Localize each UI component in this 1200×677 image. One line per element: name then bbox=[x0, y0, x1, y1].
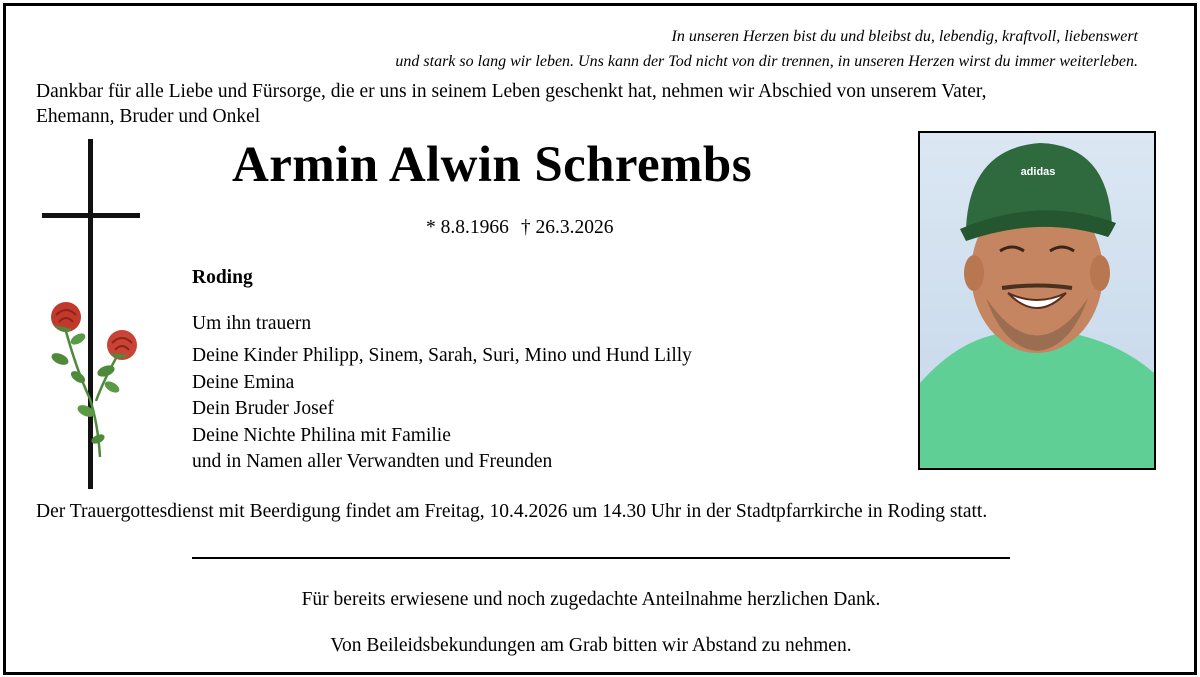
intro-line-1: Dankbar für alle Liebe und Fürsorge, die er uns in seinem Leben geschenkt hat, nehmen wir Abschied von unserem Vater, bbox=[36, 81, 987, 102]
mourner-line: Deine Nichte Philina mit Familie bbox=[192, 424, 451, 446]
obituary-card bbox=[3, 3, 1197, 675]
cross-vertical-beam bbox=[88, 139, 93, 489]
service-info: Der Trauergottesdienst mit Beerdigung findet am Freitag, 10.4.2026 um 14.30 Uhr in der Stadtpfarrkirche in Roding statt. bbox=[36, 501, 988, 522]
poem-line-1: In unseren Herzen bist du und bleibst du, lebendig, kraftvoll, liebenswert bbox=[671, 28, 1138, 45]
portrait-photo bbox=[918, 131, 1156, 470]
rose-right-icon bbox=[107, 330, 137, 360]
death-date: † 26.3.2026 bbox=[520, 217, 614, 238]
intro-line-2: Ehemann, Bruder und Onkel bbox=[36, 106, 261, 127]
thanks-text: Für bereits erwiesene und noch zugedachte Anteilnahme herzlichen Dank. bbox=[301, 589, 881, 610]
life-dates bbox=[426, 217, 614, 239]
mourner-line: Dein Bruder Josef bbox=[192, 398, 334, 419]
mourner-line: Deine Kinder Philipp, Sinem, Sarah, Suri, Mino und Hund Lilly bbox=[192, 345, 692, 366]
deceased-name: Armin Alwin Schrembs bbox=[232, 137, 752, 193]
mourner-line: Deine Emina bbox=[192, 371, 295, 393]
cross-with-roses-icon bbox=[42, 139, 152, 491]
birth-date: * 8.8.1966 bbox=[426, 217, 509, 238]
divider-line bbox=[192, 557, 1010, 559]
cross-horizontal-beam bbox=[42, 213, 140, 218]
cap-brand-text: adidas bbox=[1020, 166, 1056, 178]
poem-line-2: und stark so lang wir leben. Uns kann der Tod nicht von dir trennen, in unseren Herzen wirst du immer weiterleben. bbox=[395, 53, 1138, 70]
intro-text bbox=[36, 79, 1166, 129]
rose-left-icon bbox=[51, 302, 81, 332]
place: Roding bbox=[192, 267, 253, 288]
mourners-heading: Um ihn trauern bbox=[192, 313, 312, 334]
request-text: Von Beileidsbekundungen am Grab bitten wir Abstand zu nehmen. bbox=[330, 635, 852, 656]
poem bbox=[238, 24, 1138, 74]
mourners-list bbox=[192, 343, 692, 476]
mourner-line: und in Namen aller Verwandten und Freunden bbox=[192, 451, 553, 472]
